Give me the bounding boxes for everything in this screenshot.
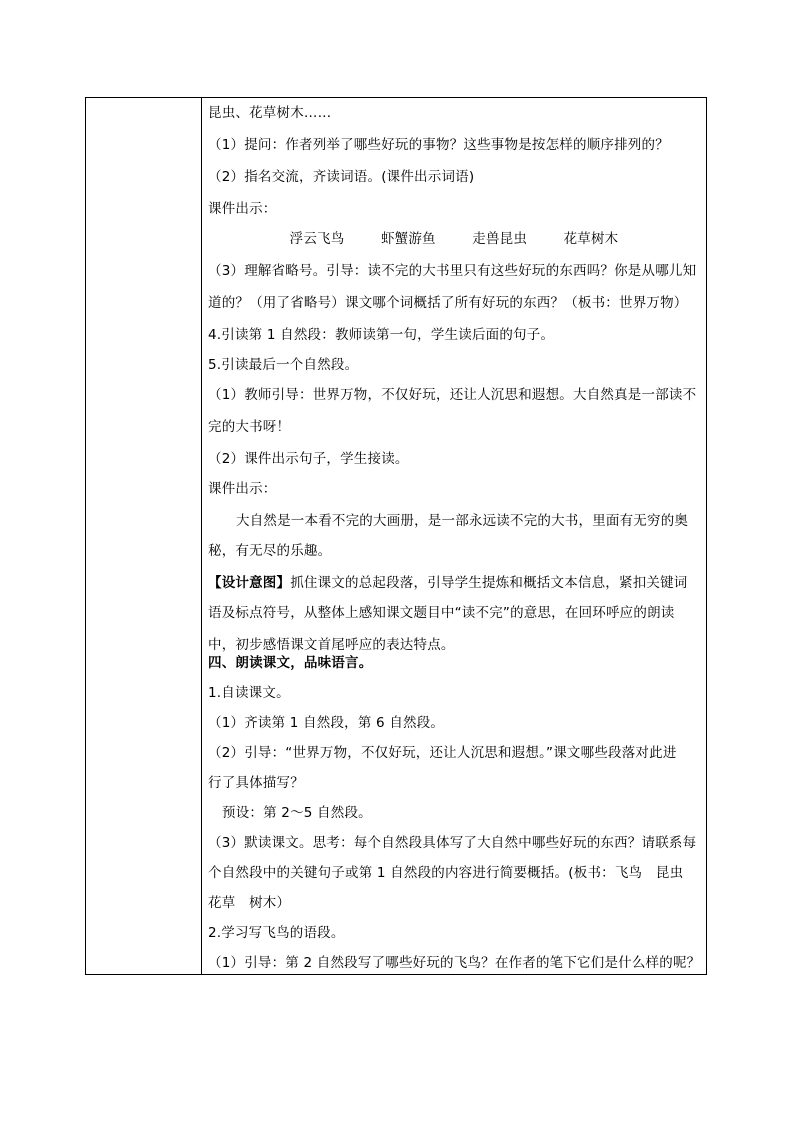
text-line: 个自然段中的关键句子或第 1 自然段的内容进行简要概括。(板书：飞鸟 昆虫 xyxy=(208,865,684,881)
text-line: 2.学习写飞鸟的语段。 xyxy=(208,925,345,941)
text-line: 完的大书呀！ xyxy=(208,419,291,435)
text-line: 课件出示： xyxy=(208,481,277,497)
design-intent-line xyxy=(208,574,700,592)
word-list xyxy=(202,230,706,248)
word-item: 花草树木 xyxy=(563,231,619,247)
text-line: 课件出示： xyxy=(208,201,277,217)
text-line: （2）课件出示句子，学生接读。 xyxy=(208,451,409,467)
word-item: 虾蟹游鱼 xyxy=(380,231,436,247)
text-line: （1）引导：第 2 自然段写了哪些好玩的飞鸟？在作者的笔下它们是什么样的呢？ xyxy=(208,955,701,971)
text-line: （2）指名交流，齐读词语。(课件出示词语) xyxy=(208,169,475,185)
text-line: 大自然是一本看不完的大画册，是一部永远读不完的大书，里面有无穷的奥 xyxy=(236,513,689,529)
word-item: 浮云飞鸟 xyxy=(289,231,345,247)
content-cell xyxy=(202,98,706,974)
text-line: （1）教师引导：世界万物，不仅好玩，还让人沉思和遐想。大自然真是一部读不 xyxy=(208,387,697,403)
text-line: 秘，有无尽的乐趣。 xyxy=(208,543,332,559)
text-line: （3）理解省略号。引导：读不完的大书里只有这些好玩的东西吗？你是从哪儿知 xyxy=(208,263,697,279)
design-intent-text: 抓住课文的总起段落，引导学生提炼和概括文本信息，紧扣关键词 xyxy=(290,575,688,591)
design-intent-label: 【设计意图】 xyxy=(208,575,291,591)
left-column-cell xyxy=(86,98,202,974)
text-line: 花草 树木） xyxy=(208,895,291,911)
text-line: （1）提问：作者列举了哪些好玩的事物？这些事物是按怎样的顺序排列的？ xyxy=(208,137,669,153)
text-line: 道的？（用了省略号）课文哪个词概括了所有好玩的东西？（板书：世界万物） xyxy=(208,295,688,311)
text-line: 1.自读课文。 xyxy=(208,685,290,701)
text-line: 5.引读最后一个自然段。 xyxy=(208,357,359,373)
lesson-table xyxy=(85,97,707,975)
text-line: 昆虫、花草树木…… xyxy=(208,105,332,121)
word-item: 走兽昆虫 xyxy=(472,231,528,247)
text-line: 语及标点符号，从整体上感知课文题目中“读不完”的意思，在回环呼应的朗读 xyxy=(208,605,675,621)
text-line: 中，初步感悟课文首尾呼应的表达特点。 xyxy=(208,637,455,653)
section-heading: 四、朗读课文，品味语言。 xyxy=(208,655,373,671)
text-line: 4.引读第 1 自然段：教师读第一句，学生读后面的句子。 xyxy=(208,327,555,343)
text-line: 行了具体描写？ xyxy=(208,775,304,791)
text-line: （1）齐读第 1 自然段，第 6 自然段。 xyxy=(208,715,445,731)
text-line: （3）默读课文。思考：每个自然段具体写了大自然中哪些好玩的东西？请联系每 xyxy=(208,835,697,851)
text-line: （2）引导：“世界万物，不仅好玩，还让人沉思和遐想。”课文哪些段落对此进 xyxy=(208,745,677,761)
text-line: 预设：第 2～5 自然段。 xyxy=(222,805,372,821)
